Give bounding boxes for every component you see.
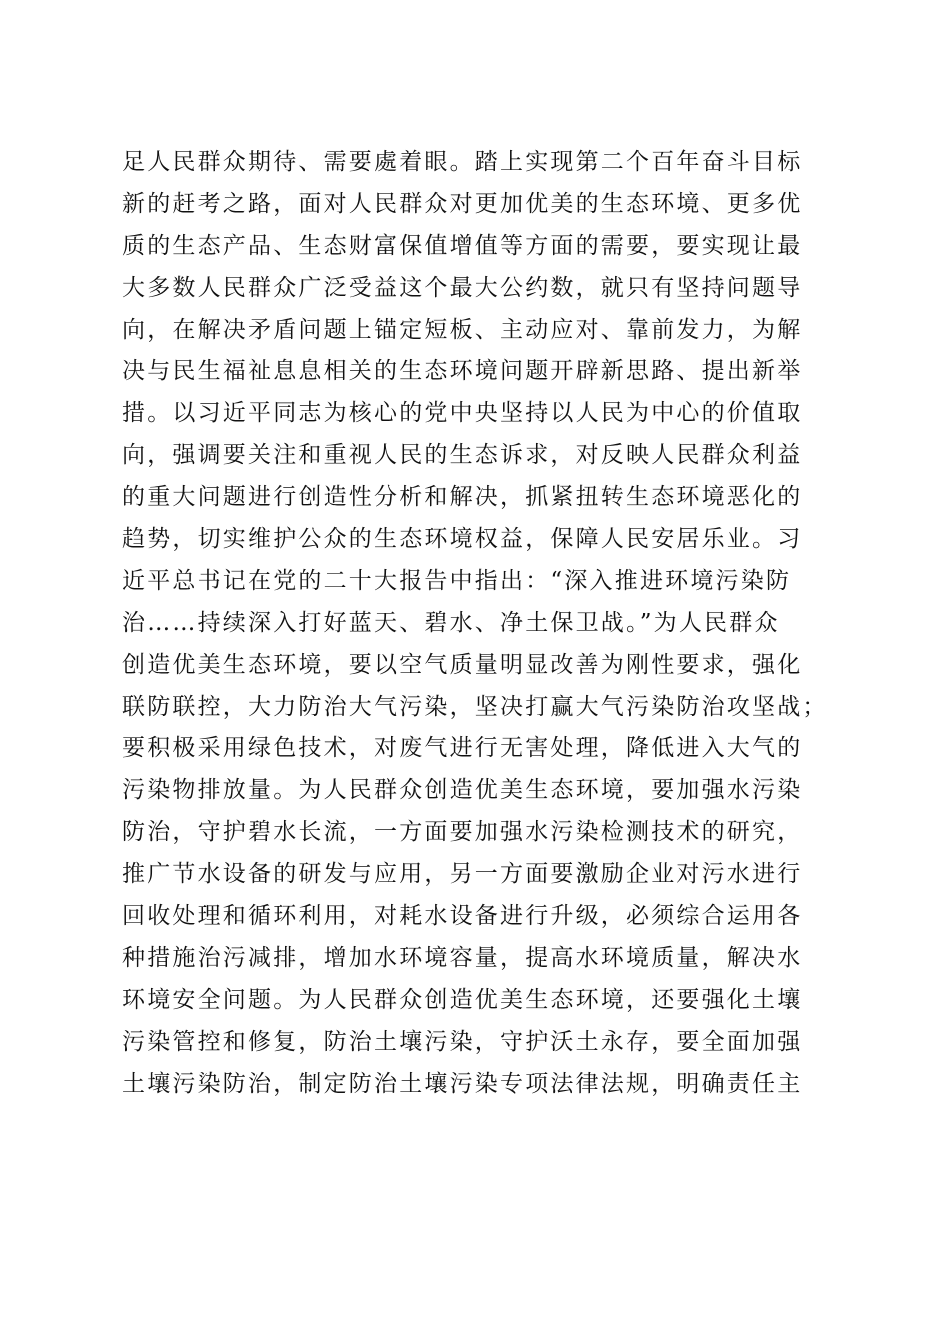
text-line: 向，强调要关注和重视人民的生态诉求，对反映人民群众利益	[122, 442, 803, 469]
text-line: 质的生态产品、生态财富保值增值等方面的需要，要实现让最	[122, 232, 803, 259]
text-line: 措。以习近平同志为核心的党中央坚持以人民为中心的价值取	[122, 400, 803, 427]
text-line: 决与民生福祉息息相关的生态环境问题开辟新思路、提出新举	[122, 358, 803, 385]
text-line: 新的赶考之路，面对人民群众对更加优美的生态环境、更多优	[122, 190, 803, 217]
text-line: 足人民群众期待、需要處着眼。踏上实现第二个百年奋斗目标	[122, 149, 803, 175]
text-line: 要积极采用绿色技术，对废气进行无害处理，降低进入大气的	[122, 735, 803, 762]
text-line: 创造优美生态环境，要以空气质量明显改善为刚性要求，强化	[122, 651, 803, 678]
text-line: 向，在解决矛盾问题上锚定短板、主动应对、靠前发力，为解	[122, 316, 803, 343]
body-paragraph	[122, 142, 832, 1105]
text-line: 污染物排放量。为人民群众创造优美生态环境，要加强水污染	[122, 777, 803, 804]
text-line: 趋势，切实维护公众的生态环境权益，保障人民安居乐业。习	[122, 526, 803, 553]
text-line: 的重大问题进行创造性分析和解决，抓紧扭转生态环境恶化的	[122, 484, 803, 511]
text-line: 联防联控，大力防治大气污染，坚决打赢大气污染防治攻坚战；	[122, 693, 828, 720]
text-line: 土壤污染防治，制定防治土壤污染专项法律法规，明确责任主	[122, 1070, 803, 1097]
text-line: 推广节水设备的研发与应用，另一方面要激励企业对污水进行	[122, 861, 803, 888]
text-line: 回收处理和循环利用，对耗水设备进行升级，必须综合运用各	[122, 903, 803, 930]
text-line: 近平总书记在党的二十大报告中指出：“深入推进环境污染防	[122, 567, 792, 594]
text-line: 治……持续深入打好蓝天、碧水、净土保卫战。”为人民群众	[122, 609, 780, 636]
text-line: 污染管控和修复，防治土壤污染，守护沃土永存，要全面加强	[122, 1028, 803, 1055]
text-line: 大多数人民群众广泛受益这个最大公约数，就只有坚持问题导	[122, 274, 803, 301]
text-line: 种措施治污减排，增加水环境容量，提高水环境质量，解决水	[122, 944, 803, 971]
text-line: 环境安全问题。为人民群众创造优美生态环境，还要强化土壤	[122, 986, 803, 1013]
text-line: 防治，守护碧水长流，一方面要加强水污染检测技术的研究，	[122, 819, 803, 846]
